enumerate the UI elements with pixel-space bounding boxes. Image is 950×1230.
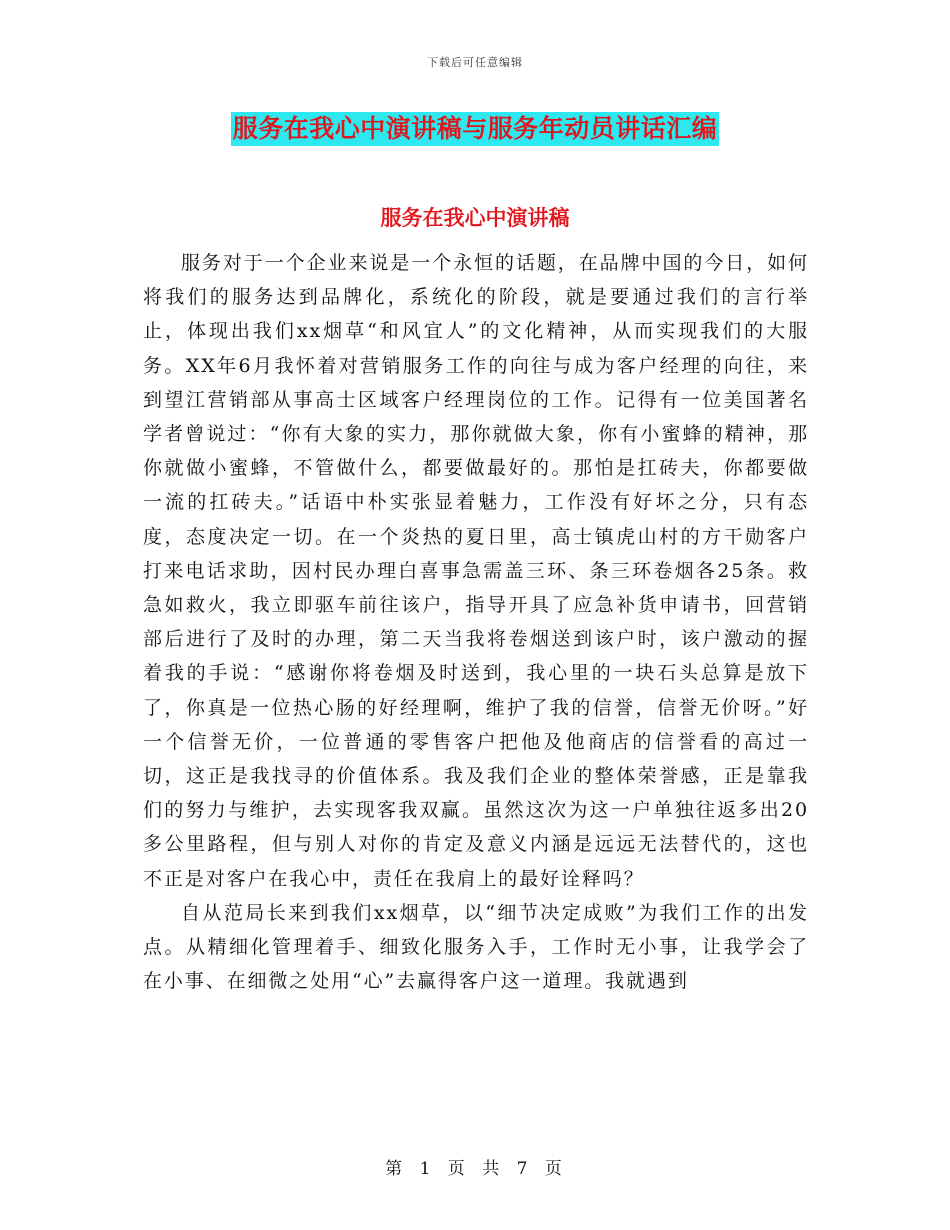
page-number: 第 1 页 共 7 页 — [385, 1159, 565, 1179]
section-title: 服务在我心中演讲稿 — [380, 206, 570, 230]
header-note: 下载后可任意编辑 — [427, 56, 523, 69]
main-title-wrapper — [0, 112, 950, 146]
body-paragraph-1: 服务对于一个企业来说是一个永恒的话题，在品牌中国的今日，如何将我们的服务达到品牌化，系统化的阶段，就是要通过我们的言行举止，体现出我们xx烟草“和风宜人”的文化精神，从而实现我们的大服务。XX年6月我怀着对营销服务工作的向往与成为客户经理的向往，来到望江营销部从事高士区域客户经理岗位的工作。记得有一位美国著名学者曾说过：“你有大象的实力，那你就做大象，你有小蜜蜂的精神，那你就做小蜜蜂，不管做什么，都要做最好的。那怕是扛砖夫，你都要做一流的扛砖夫。”话语中朴实张显着魅力，工作没有好坏之分，只有态度，态度决定一切。在一个炎热的夏日里，高士镇虎山村的方干勋客户打来电话求助，因村民办理白喜事急需盖三环、条三环卷烟各25条。救急如救火，我立即驱车前往该户，指导开具了应急补货申请书，回营销部后进行了及时的办理，第二天当我将卷烟送到该户时，该户激动的握着我的手说：“感谢你将卷烟及时送到，我心里的一块石头总算是放下了，你真是一位热心肠的好经理啊，维护了我的信誉，信誉无价呀。”好一个信誉无价，一位普通的零售客户把他及他商店的信誉看的高过一切，这正是我找寻的价值体系。我及我们企业的整体荣誉感，正是靠我们的努力与维护，去实现客我双赢。虽然这次为这一户单独往返多出20多公里路程，但与别人对你的肯定及意义内涵是远远无法替代的，这也不正是对客户在我心中，责任在我肩上的最好诠释吗？ — [143, 252, 809, 890]
document-body — [143, 246, 809, 998]
body-paragraph-2: 自从范局长来到我们xx烟草，以“细节决定成败”为我们工作的出发点。从精细化管理着手、细致化服务入手，工作时无小事，让我学会了在小事、在细微之处用“心”去赢得客户这一道理。我就遇到 — [143, 901, 809, 993]
document-title: 服务在我心中演讲稿与服务年动员讲话汇编 — [231, 112, 720, 146]
